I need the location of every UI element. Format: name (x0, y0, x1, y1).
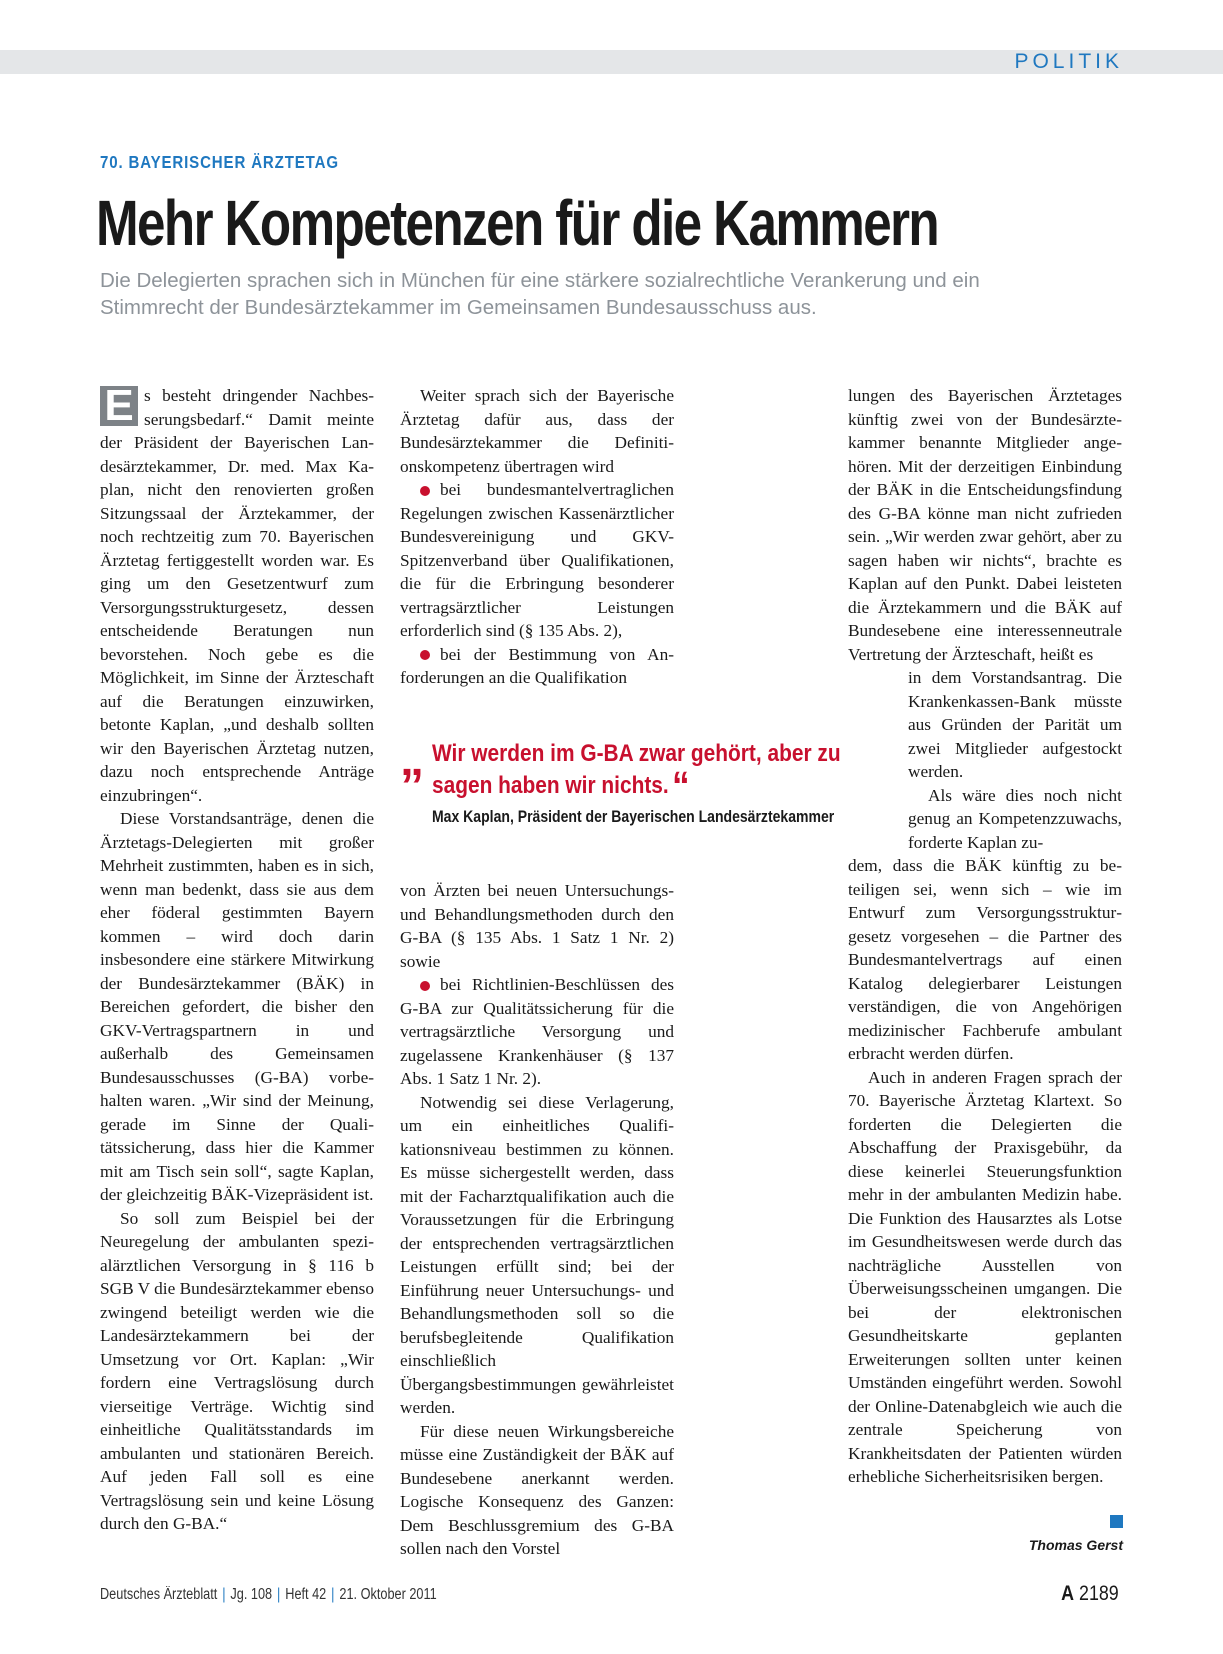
paragraph: dem, dass die BÄK künftig zu beteiligen sei, wenn sich – wie im Entwurf zum Versorgungsstrukturgesetz vorgesehen – die Partner des Bundesmantelvertrags auf einen Katalog delegierbarer Leistungen verständigen, die von Angehörigen medizinischer Fachberufe ambulant erbracht werden dürfen. (848, 856, 1122, 1063)
paragraph: So soll zum Beispiel bei der Neuregelung der ambulanten spezialärztlichen Versorgung in § 116 b SGB V die Bundesärztekammer ebenso zwingend beteiligt werden wie die Landesärztekammern bei der Umsetzung vor Ort. Kaplan: „Wir fordern eine Vertragslösung durch vierseitige Verträge. Wichtig sind einheitliche Qualitätsstandards im ambulanten und stationären Bereich. Auf jeden Fall soll es eine Vertragslösung sein und keine Lösung durch den G-BA.“ (100, 1208, 374, 1533)
bullet-item: bei bundesmantelvertraglichen Regelungen zwischen Kassenärztlicher Bundesvereinigung und GKV-Spitzenverband über Qualifikationen, die für die Erbringung besonderer vertragsärztlicher Leistungen erforderlich sind (§ 135 Abs. 2), (400, 480, 674, 640)
section-label: POLITIK (1014, 50, 1123, 73)
pull-quote (400, 733, 890, 827)
drop-cap: E (100, 386, 138, 426)
paragraph: Notwendig sei diese Verlagerung, um ein einheitliches Qualifikationsniveau bestimmen zu können. Es müsse sichergestellt werden, dass mit der Facharztqualifikation auch die Voraussetzungen für die Erbringung der entsprechenden vertragsärztlichen Leistungen erfüllt sind; bei der Einführung neuer Untersuchungs- und Behandlungsmethoden soll so die berufsbegleitende Qualifikation einschließlich Übergangsbestimmungen gewährleistet werden. (400, 1092, 674, 1417)
bullet-icon (420, 981, 430, 991)
volume: Jg. 108 (230, 1586, 273, 1603)
paragraph: Für diese neuen Wirkungsbereiche müsse eine Zuständigkeit der BÄK auf Bundesebene anerkannt werden. Logische Konsequenz des Ganzen: Dem Beschlussgremium des G-BA sollen nach den Vorstel (400, 1421, 674, 1558)
column-1 (100, 381, 374, 1536)
separator: | (331, 1586, 335, 1603)
bullet-item: bei Richtlinien-Beschlüssen des G-BA zur Qualitätssicherung für die vertragsärztliche Versorgung und zugelassene Krankenhäuser (§ 137 Abs. 1 Satz 1 Nr. 2). (400, 975, 674, 1088)
separator: | (277, 1586, 281, 1603)
article-lead: Die Delegierten sprachen sich in München für eine stärkere sozialrechtliche Verankerung und ein Stimmrecht der Bundesärztekammer im Gemeinsamen Bundesausschuss aus. (100, 269, 980, 319)
journal-name: Deutsches Ärzteblatt (100, 1586, 218, 1603)
article-title: Mehr Kompetenzen für die Kammern (96, 187, 939, 259)
column-3 (848, 384, 1122, 1489)
bullet-icon (420, 486, 430, 496)
article-kicker: 70. BAYERISCHER ÄRZTETAG (100, 152, 339, 172)
author: Thomas Gerst (1028, 1537, 1123, 1553)
page-number: A 2189 (1061, 1582, 1119, 1605)
paragraph: in dem Vorstandsantrag. Die Krankenkassen-Bank müsste aus Gründen der Parität um zwei Mitglieder aufgestockt werden. (908, 668, 1122, 781)
paragraph: von Ärzten bei neuen Untersuchungs- und Behandlungsmethoden durch den G-BA (§ 135 Abs. 1 Satz 1 Nr. 2) sowie (400, 881, 674, 971)
separator: | (222, 1586, 226, 1603)
date: 21. Oktober 2011 (339, 1586, 437, 1603)
end-square-icon (1110, 1515, 1123, 1528)
paragraph: Diese Vorstandsanträge, denen die Ärztetags-Delegierten mit großer Mehrheit zustimmten, haben es in sich, wenn man bedenkt, dass sie aus dem eher föderal gestimmten Bayern kommen – wird doch darin insbesondere eine stärkere Mitwirkung der Bundesärztekammer (BÄK) in Bereichen gefordert, die bisher den GKV-Vertragspartnern in und außerhalb des Gemeinsamen Bundesausschusses (G-BA) vorbehalten waren. „Wir sind der Meinung, gerade im Sinne der Qualitätssicherung, dass hier die Kammer mit am Tisch sein soll“, sagte Kaplan, der gleichzeitig BÄK-Vizepräsident ist. (100, 809, 374, 1204)
issue: Heft 42 (285, 1586, 327, 1603)
bullet-item: bei der Bestimmung von Anforderungen an die Qualifikation (400, 644, 674, 687)
column-2-top (400, 384, 674, 690)
footer-citation (100, 1586, 437, 1604)
paragraph: Weiter sprach sich der Bayerische Ärztetag dafür aus, dass der Bundesärztekammer die Definitionskompetenz übertragen wird (400, 386, 674, 476)
paragraph: lungen des Bayerischen Ärztetages künftig zwei von der Bundesärztekammer benannte Mitglieder angehören. Mit der derzeitigen Einbindung der BÄK in die Entscheidungsfindung des G-BA könne man nicht zufrieden sein. „Wir werden zwar gehört, aber zu sagen haben wir nichts“, brachte es Kaplan auf den Punkt. Dabei leisteten die Ärztekammern und die BÄK auf Bundesebene eine interessenneutrale Vertretung der Ärzteschaft, heißt es (848, 386, 1122, 664)
bullet-icon (420, 650, 430, 660)
quote-text: Wir werden im G-BA zwar gehört, aber zu sagen haben wir nichts.“ (432, 740, 841, 808)
quote-source: Max Kaplan, Präsident der Bayerischen Landesärztekammer (432, 808, 835, 826)
column-2-bottom (400, 879, 674, 1561)
quote-open-mark: „ (400, 733, 424, 786)
paragraph: Auch in anderen Fragen sprach der 70. Bayerische Ärztetag Klartext. So forderten die Delegierten die Abschaffung der Praxisgebühr, da diese keinerlei Steuerungsfunktion mehr in der ambulanten Medizin habe. Die Funktion des Hausarztes als Lotse im Gesundheitswesen werde durch das nachträgliche Ausstellen von Überweisungsscheinen umgangen. Die bei der elektronischen Gesundheitskarte geplanten Erweiterungen sollten unter keinen Umständen eingeführt werden. Sowohl der Online-Datenabgleich wie auch die zentrale Speicherung von Krankheitsdaten der Patienten würden erhebliche Sicherheitsrisiken bergen. (848, 1067, 1122, 1486)
paragraph: Als wäre dies noch nicht genug an Kompetenzzuwachs, forderte Kaplan zu- (908, 785, 1122, 852)
quote-close-mark: “ (672, 764, 690, 808)
paragraph: E s besteht dringender Nachbesserungsbedarf.“ Damit meinte der Präsident der Bayerischen Landesärztekammer, Dr. med. Max Kaplan, nicht den renovierten großen Sitzungssaal der Ärztekammer, der noch rechtzeitig zum 70. Bayerischen Ärztetag fertiggestellt worden war. Es ging um den Gesetzentwurf zum Versorgungsstrukturgesetz, dessen entscheidende Beratungen nun bevorstehen. Noch gebe es die Möglichkeit, im Sinne der Ärzteschaft auf die Beratungen einzuwirken, betonte Kaplan, „und deshalb sollten wir den Bayerischen Ärztetag nutzen, dazu noch entsprechende Anträge einzubringen“. (100, 381, 374, 805)
